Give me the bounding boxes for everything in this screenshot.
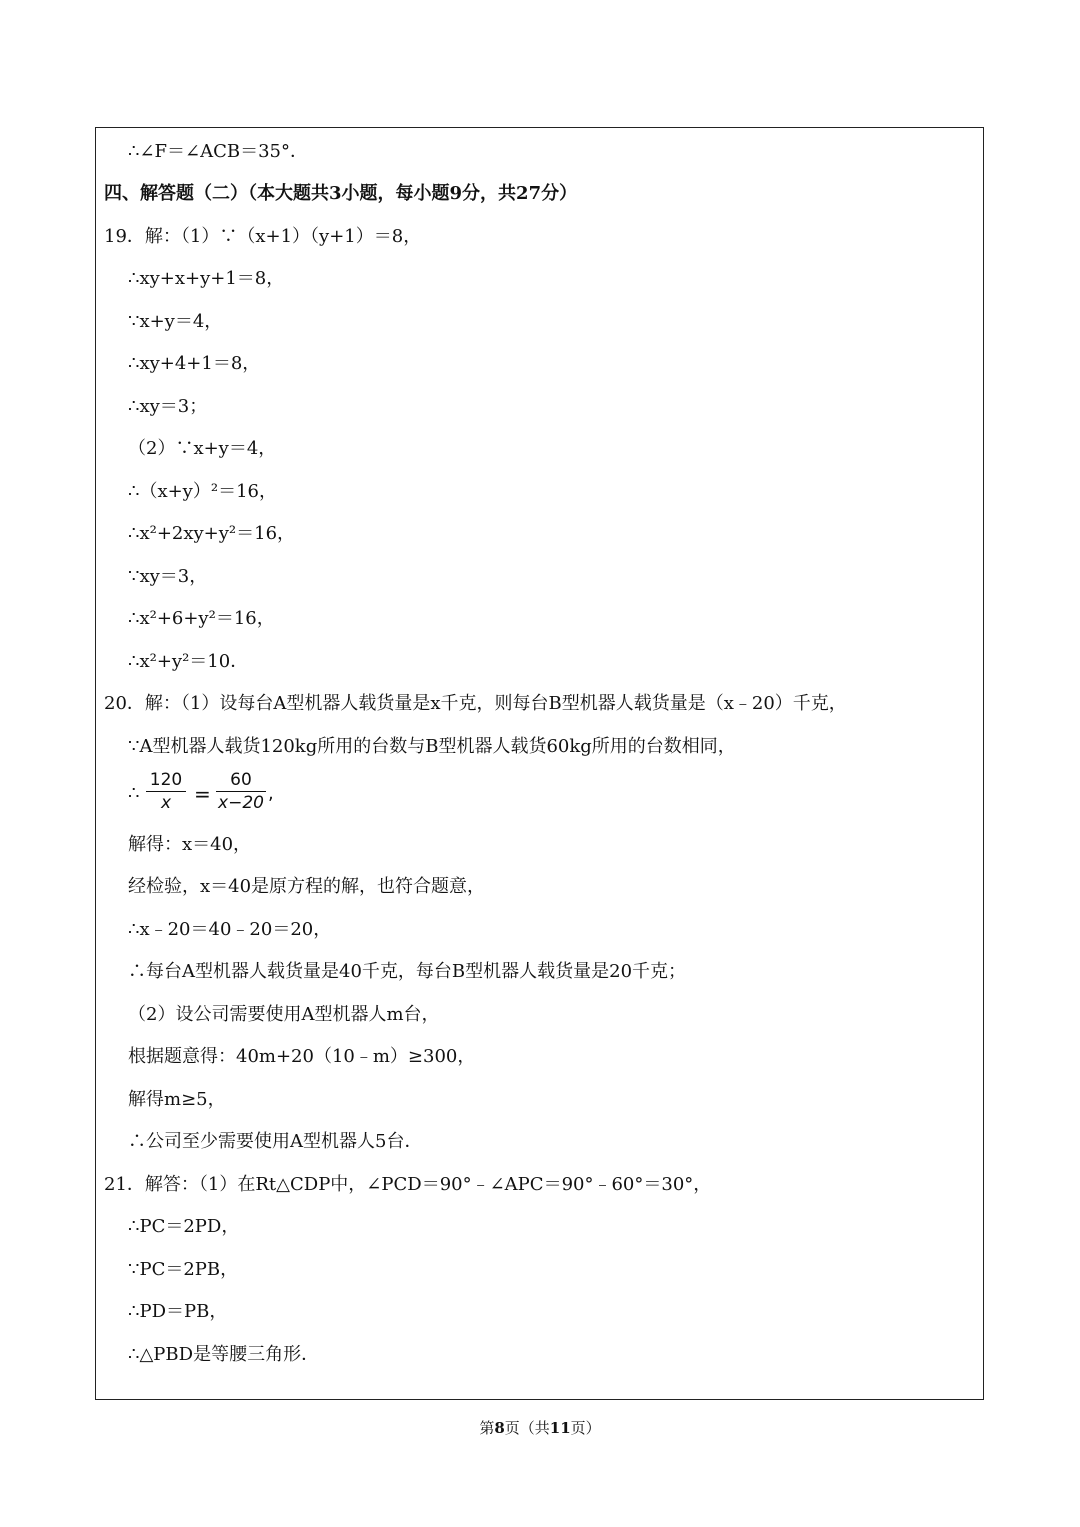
page-footer <box>0 1417 1080 1438</box>
text-line: ∴PC＝2PD， <box>128 1216 240 1237</box>
left-numerator: 120 <box>149 770 183 790</box>
text-line: 根据题意得：40m+20（10﹣m）≥300， <box>128 1046 476 1067</box>
left-denominator: x <box>160 793 172 813</box>
text-line: 经检验，x＝40是原方程的解，也符合题意， <box>128 876 486 897</box>
footer-mid: 页（共 <box>504 1419 550 1437</box>
text-line: ∴PD＝PB， <box>128 1301 228 1322</box>
text-line: ∴x²+6+y²＝16， <box>128 608 275 629</box>
text-line: ∴公司至少需要使用A型机器人5台． <box>128 1131 423 1152</box>
page-number: 8 <box>494 1419 505 1437</box>
text-line: ∴∠F＝∠ACB＝35°． <box>128 141 309 162</box>
text-line: 20．解：（1）设每台A型机器人载货量是x千克，则每台B型机器人载货量是（x﹣20）千克， <box>104 693 847 714</box>
text-line: ∴x﹣20＝40﹣20＝20， <box>128 919 332 940</box>
text-line: ∴x²+y²＝10． <box>128 651 249 672</box>
section-heading: 四、解答题（二）（本大题共3小题，每小题9分，共27分） <box>104 183 578 204</box>
text-line: 21．解答：（1）在Rt△CDP中，∠PCD＝90°﹣∠APC＝90°﹣60°＝30°， <box>104 1174 712 1195</box>
text-line: ∴x²+2xy+y²＝16， <box>128 523 296 544</box>
text-line: ∵xy＝3， <box>128 566 208 587</box>
text-line: 解得m≥5， <box>128 1089 226 1110</box>
equals-sign: = <box>194 782 211 806</box>
left-fraction <box>146 769 186 814</box>
footer-prefix: 第 <box>479 1419 495 1437</box>
text-line: ∵PC＝2PB， <box>128 1259 239 1280</box>
text-line: 19．解：（1）∵（x+1）（y+1）＝8， <box>104 226 422 247</box>
right-numerator: 60 <box>230 770 252 790</box>
therefore-symbol: ∴ <box>128 783 140 804</box>
text-line: ∵x+y＝4， <box>128 311 223 332</box>
total-pages: 11 <box>549 1419 571 1437</box>
right-fraction <box>216 769 266 814</box>
answer-box <box>95 127 984 1400</box>
text-line: ∴xy＝3； <box>128 396 208 417</box>
text-line: ∴xy+x+y+1＝8， <box>128 268 285 289</box>
text-line: ∵A型机器人载货120kg所用的台数与B型机器人载货60kg所用的台数相同， <box>128 736 736 757</box>
footer-suffix: 页） <box>570 1419 601 1437</box>
text-line: （2）设公司需要使用A型机器人m台， <box>128 1004 440 1025</box>
right-denominator: x−20 <box>218 793 264 813</box>
text-line: 解得：x＝40， <box>128 834 252 855</box>
text-line: ∴xy+4+1＝8， <box>128 353 261 374</box>
text-line: ∴△PBD是等腰三角形． <box>128 1344 320 1365</box>
text-line: （2）∵x+y＝4， <box>128 438 277 459</box>
text-line: ∴每台A型机器人载货量是40千克，每台B型机器人载货量是20千克； <box>128 961 687 982</box>
text-line: ∴（x+y）²＝16， <box>128 481 277 502</box>
comma: , <box>268 783 274 804</box>
